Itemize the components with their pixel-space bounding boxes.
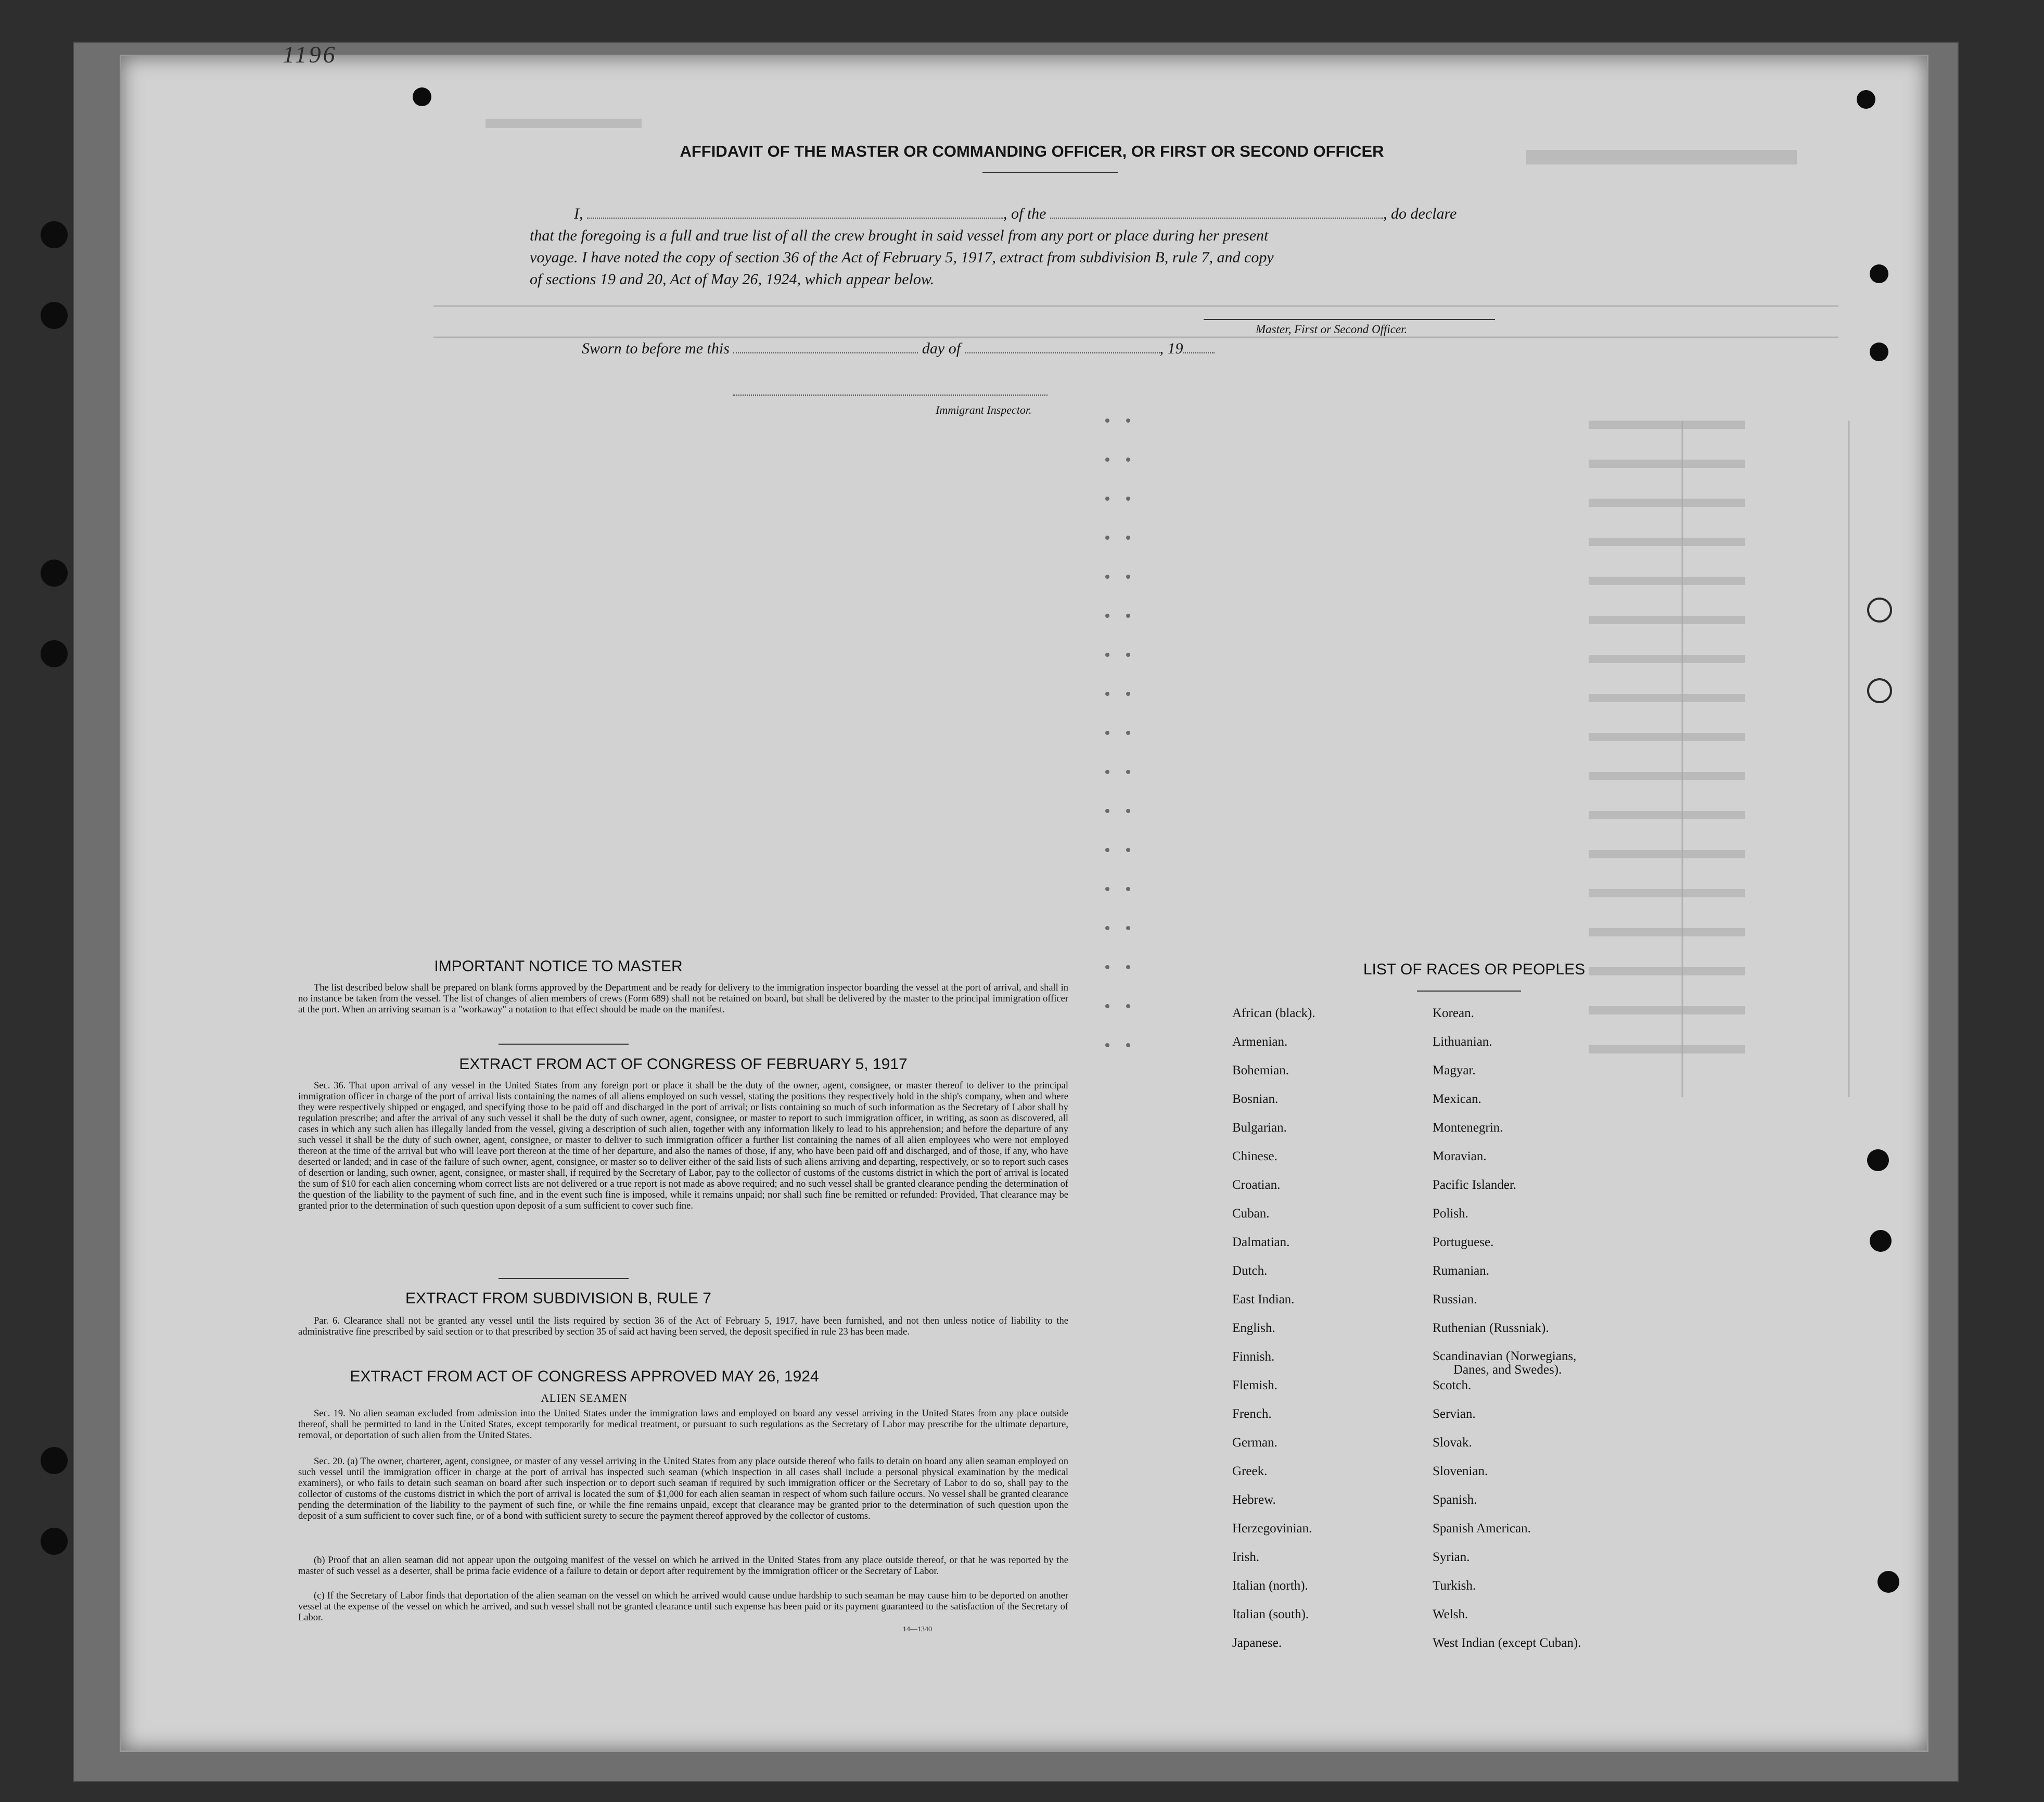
race-item: Moravian. (1433, 1149, 1487, 1163)
affidavit-of-the: , of the (1003, 205, 1046, 222)
vessel-name-field[interactable] (1050, 218, 1383, 219)
sworn-day-field[interactable] (733, 352, 918, 353)
handwritten-mark: 1196 (283, 41, 337, 68)
race-item: Italian (north). (1232, 1579, 1308, 1593)
punch-hole (1870, 342, 1888, 361)
sec20a-body: Sec. 20. (a) The owner, charterer, agent, consignee, or master of any vessel arriving in the United States from any place outside thereof who fails to detain on board any alien seaman employed on such vessel until the immigration officer in charge at the port of arrival has inspected such seaman (which inspection in all cases shall include a personal physical examination by the medical examiners), or who fails to detain such seaman on board after such inspection or to deport such seaman if required by such immigration officer or the Secretary of Labor to do so, shall pay to the collector of customs of the customs district in which the port of arrival is located the sum of $1,000 for each alien seaman in respect of whom such failure occurs. No vessel shall be granted clearance pending the determination of the liability to the payment of such fine, or while the fine remains unpaid, except that clearance may be granted prior to the determination of such question upon the deposit of a sum sufficient to cover such fine, or of a bond with sufficient surety to secure the payment thereof approved by the collector of customs. (298, 1456, 1068, 1521)
sworn-text: Sworn to before me this (582, 340, 730, 357)
race-item: Chinese. (1232, 1149, 1278, 1163)
race-item: Rumanian. (1433, 1264, 1490, 1278)
day-of-text: day of (922, 340, 961, 357)
race-item: Armenian. (1232, 1035, 1288, 1049)
binder-hole (41, 1528, 68, 1555)
punch-hole (1867, 678, 1892, 703)
race-item (1433, 1350, 1581, 1378)
binder-hole (41, 302, 68, 329)
affidavit-line: of sections 19 and 20, Act of May 26, 1924, which appear below. (530, 271, 935, 288)
race-item: Finnish. (1232, 1350, 1275, 1364)
race-item: Polish. (1433, 1207, 1468, 1221)
race-item: Russian. (1433, 1292, 1477, 1306)
races-col1 (1232, 1006, 1315, 1665)
race-item: Turkish. (1433, 1579, 1476, 1593)
sworn-year-field[interactable] (1183, 352, 1215, 353)
race-item: Montenegrin. (1433, 1121, 1503, 1135)
race-item: Spanish. (1433, 1493, 1477, 1507)
extract-rule7-title: EXTRACT FROM SUBDIVISION B, RULE 7 (405, 1290, 711, 1307)
race-item: East Indian. (1232, 1292, 1295, 1306)
race-item: West Indian (except Cuban). (1433, 1636, 1581, 1650)
punch-hole (1870, 1230, 1892, 1252)
sworn-line (582, 340, 1215, 358)
divider (982, 172, 1118, 173)
sworn-month-field[interactable] (965, 352, 1160, 353)
binder-hole (41, 1447, 68, 1474)
race-item: Scotch. (1433, 1378, 1472, 1392)
race-item: Cuban. (1232, 1207, 1270, 1221)
divider (499, 1044, 629, 1045)
race-item: Magyar. (1433, 1063, 1476, 1077)
alien-seamen-subtitle: ALIEN SEAMEN (541, 1392, 628, 1404)
race-item: African (black). (1232, 1006, 1315, 1020)
extract-1917-body: Sec. 36. That upon arrival of any vessel in the United States from any foreign port or place it shall be the duty of the owner, agent, consignee, or master thereof to deliver to the principal immigration officer in charge of the port of arrival lists containing the names of all aliens employed on such vessel, stating the positions they respectively hold in the ship's company, when and where they were respectively shipped or engaged, and specifying those to be paid off and discharged in the port of arrival; or lists containing so much of such information as the Secretary of Labor shall by regulation prescribe; and after the arrival of any such vessel it shall be the duty of such owner, agent, consignee, or master to report to such immigration officer, in writing, as soon as discovered, all cases in which any such alien has illegally landed from the vessel, giving a description of such alien, together with any information likely to lead to his apprehension; and before the departure of any such vessel it shall be the duty of such owner, agent, consignee, or master to deliver to such immigration officer a further list containing the names of all alien employees who were not employed thereon at the time of the arrival but who will leave port thereon at the time of her departure, and also the names of those, if any, who have been paid off and discharged, and of those, if any, who have deserted or landed; and in case of the failure of such owner, agent, consignee, or master so to deliver either of the said lists of such aliens arriving and departing, respectively, or so to report such cases of desertion or landing, such owner, agent, consignee, or master shall, if required by the Secretary of Labor, pay to the collector of customs of the customs district in which the port of arrival is located the sum of $10 for each alien concerning whom correct lists are not delivered or a true report is not made as above required; and no such vessel shall be granted clearance pending the determination of the question of the liability to the payment of such fine, and in the event such fine is imposed, while it remains unpaid; nor shall such fine be remitted or refunded: Provided, That clearance may be granted prior to the determination of such question upon deposit of a sum sufficient to cover such fine. (298, 1081, 1068, 1211)
officer-name-field[interactable] (587, 218, 1003, 219)
race-item-line: Scandinavian (Norwegians, (1433, 1349, 1577, 1363)
year-prefix: , 19 (1159, 340, 1183, 357)
races-col2 (1433, 1006, 1581, 1665)
binder-hole (41, 221, 68, 248)
sec20c-body: (c) If the Secretary of Labor finds that deportation of the alien seaman on the vessel on which he arrived would cause undue hardship to such seaman he may cause him to be deported on another vessel at the expense of the vessel on which he arrived, and such vessel shall not be granted clearance until such expense has been paid or its payment guaranteed to the satisfaction of the Secretary of Labor. (298, 1591, 1068, 1623)
master-caption: Master, First or Second Officer. (1256, 323, 1408, 336)
affidavit-i: I, (574, 205, 583, 222)
inspector-caption: Immigrant Inspector. (936, 403, 1032, 416)
race-item: Greek. (1232, 1464, 1268, 1478)
punch-hole (413, 87, 431, 106)
divider (499, 1278, 629, 1279)
race-item-line: Danes, and Swedes). (1453, 1363, 1562, 1377)
race-item: Bohemian. (1232, 1063, 1289, 1077)
punch-hole (1857, 90, 1875, 109)
race-item: Korean. (1433, 1006, 1474, 1020)
race-item: Lithuanian. (1433, 1035, 1492, 1049)
race-item: Hebrew. (1232, 1493, 1276, 1507)
race-item: Pacific Islander. (1433, 1178, 1517, 1192)
race-item: German. (1232, 1436, 1278, 1450)
race-item: Dutch. (1232, 1264, 1268, 1278)
race-item: Servian. (1433, 1407, 1476, 1421)
punch-hole (1877, 1571, 1899, 1593)
race-item: English. (1232, 1321, 1275, 1335)
affidavit-title: AFFIDAVIT OF THE MASTER OR COMMANDING OFFICER, OR FIRST OR SECOND OFFICER (680, 142, 1384, 160)
affidavit-declare: , do declare (1383, 205, 1457, 222)
affidavit-line: that the foregoing is a full and true list of all the crew brought in said vessel from any port or place during her present (530, 227, 1269, 244)
race-item: Slovenian. (1433, 1464, 1488, 1478)
race-item: Croatian. (1232, 1178, 1281, 1192)
race-item: Herzegovinian. (1232, 1521, 1312, 1535)
sec19-body: Sec. 19. No alien seaman excluded from admission into the United States under the immigration laws and employed on board any vessel arriving in the United States from any place outside thereof, shall be permitted to land in the United States, except temporarily for medical treatment, or pursuant to such regulations as the Secretary of Labor may prescribe for the ultimate departure, removal, or deportation of such alien from the United States. (298, 1408, 1068, 1441)
divider (1417, 991, 1521, 992)
race-item: Irish. (1232, 1550, 1260, 1564)
notice-body: The list described below shall be prepared on blank forms approved by the Department and be ready for delivery to the immigration inspector boarding the vessel at the port of arrival, and shall in no instance be taken from the vessel. The list of changes of alien members of crews (Form 689) shall not be retained on board, but shall be delivered by the master to the principal immigration officer at the port. When an arriving seaman is a "workaway" a notation to that effect should be made on the manifest. (298, 983, 1068, 1015)
inspector-signature-line[interactable] (733, 395, 1047, 396)
punch-hole (1867, 1149, 1889, 1171)
binder-hole (41, 560, 68, 587)
form-number: 14—1340 (903, 1626, 932, 1633)
race-item: French. (1232, 1407, 1272, 1421)
notice-title: IMPORTANT NOTICE TO MASTER (434, 958, 683, 975)
binder-hole (41, 640, 68, 667)
race-item: Japanese. (1232, 1636, 1282, 1650)
extract-1917-title: EXTRACT FROM ACT OF CONGRESS OF FEBRUARY 5, 1917 (459, 1056, 908, 1073)
affidavit-text (530, 203, 1576, 290)
race-item: Bosnian. (1232, 1092, 1279, 1106)
sec20b-body: (b) Proof that an alien seaman did not appear upon the outgoing manifest of the vessel on which he arrived in the United States from any place outside thereof, or that he was reported by the master of such vessel as a deserter, shall be prima facie evidence of a failure to detain or deport after requirement by the immigration officer or the Secretary of Labor. (298, 1555, 1068, 1577)
race-item: Portuguese. (1433, 1235, 1494, 1249)
punch-hole (1870, 264, 1888, 283)
races-title: LIST OF RACES OR PEOPLES (1363, 961, 1586, 978)
master-signature-line[interactable] (1204, 319, 1495, 320)
race-item: Bulgarian. (1232, 1121, 1287, 1135)
race-item: Spanish American. (1433, 1521, 1531, 1535)
race-item: Mexican. (1433, 1092, 1481, 1106)
race-item: Flemish. (1232, 1378, 1278, 1392)
race-item: Italian (south). (1232, 1607, 1309, 1621)
affidavit-line: voyage. I have noted the copy of section 36 of the Act of February 5, 1917, extract from subdivision B, rule 7, and copy (530, 249, 1274, 266)
extract-rule7-body: Par. 6. Clearance shall not be granted any vessel until the lists required by section 36 of the Act of February 5, 1917, have been furnished, and not then unless notice of liability to the administrative fine prescribed by said section or to that prescribed by section 35 of said act having been served, the deposit specified in rule 23 has been made. (298, 1316, 1068, 1337)
race-item: Slovak. (1433, 1436, 1472, 1450)
document-page (120, 41, 1928, 1752)
race-item: Ruthenian (Russniak). (1433, 1321, 1549, 1335)
punch-hole (1867, 598, 1892, 623)
race-item: Dalmatian. (1232, 1235, 1290, 1249)
race-item: Syrian. (1433, 1550, 1470, 1564)
race-item: Welsh. (1433, 1607, 1468, 1621)
extract-1924-title: EXTRACT FROM ACT OF CONGRESS APPROVED MAY 26, 1924 (350, 1368, 819, 1385)
